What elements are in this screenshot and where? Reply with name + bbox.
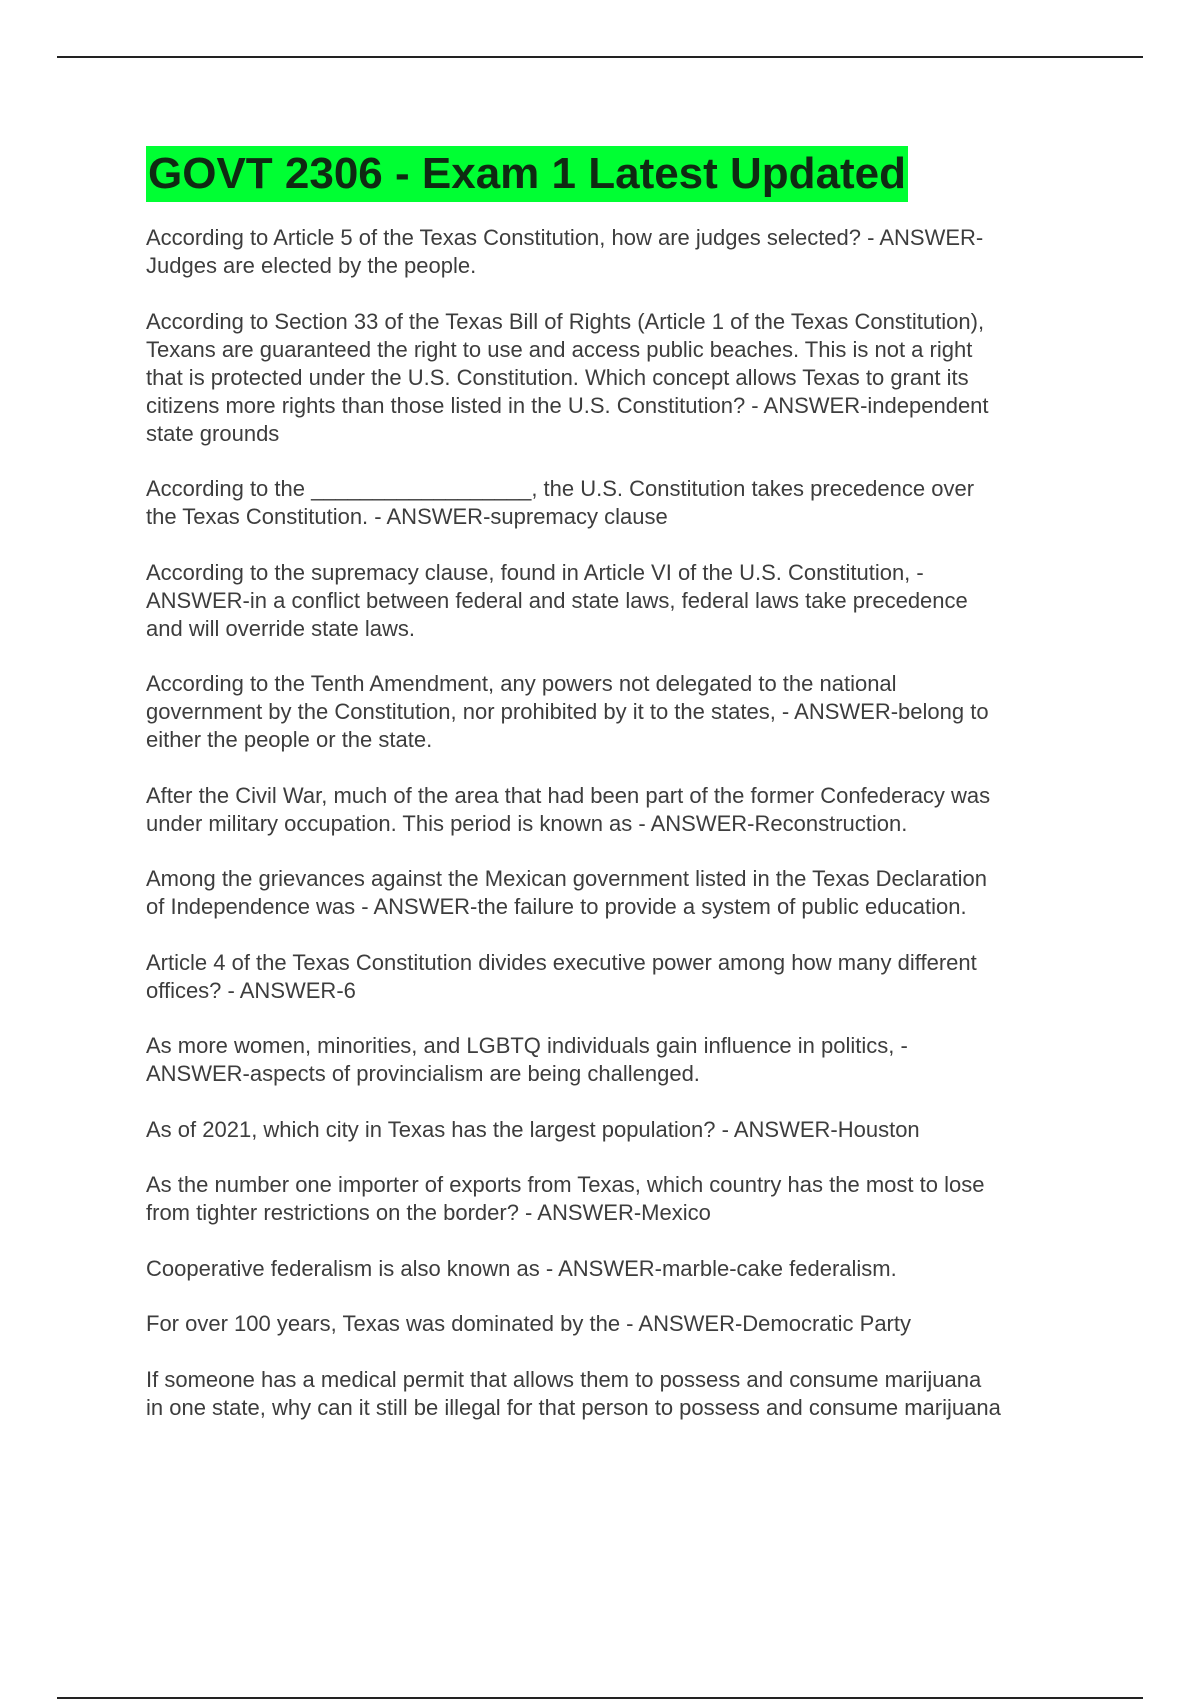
top-rule <box>57 56 1143 58</box>
qa-entry: According to the __________________, the U.S. Constitution takes precedence over the Texas Constitution. - ANSWER-supremacy clause <box>146 476 975 529</box>
qa-entry: For over 100 years, Texas was dominated by the - ANSWER-Democratic Party <box>146 1311 911 1336</box>
qa-entry: Cooperative federalism is also known as - ANSWER-marble-cake federalism. <box>146 1255 897 1281</box>
qa-entry: As the number one importer of exports from Texas, which country has the most to lose from tighter restrictions on the border? - ANSWER-Mexico <box>146 1172 985 1225</box>
qa-entry: Among the grievances against the Mexican government listed in the Texas Declaration of Independence was - ANSWER-the failure to provide a system of public education. <box>146 866 987 919</box>
document-content <box>146 146 1091 1449</box>
document-title: GOVT 2306 - Exam 1 Latest Updated <box>146 146 908 202</box>
qa-entry: Article 4 of the Texas Constitution divides executive power among how many different offices? - ANSWER-6 <box>146 949 977 1003</box>
qa-entry: As more women, minorities, and LGBTQ individuals gain influence in politics, - ANSWER-aspects of provincialism are being challenged. <box>146 1033 908 1086</box>
qa-entry: According to the Tenth Amendment, any powers not delegated to the national government by the Constitution, nor prohibited by it to the states, - ANSWER-belong to either the people or the state. <box>146 671 989 752</box>
qa-entry: According to Article 5 of the Texas Constitution, how are judges selected? - ANSWER- Judges are elected by the people. <box>146 225 984 278</box>
bottom-rule <box>57 1697 1143 1699</box>
qa-entry: After the Civil War, much of the area that had been part of the former Confederacy was under military occupation. This period is known as - ANSWER-Reconstruction. <box>146 782 991 836</box>
qa-entry: As of 2021, which city in Texas has the largest population? - ANSWER-Houston <box>146 1116 920 1142</box>
qa-entry: If someone has a medical permit that allows them to possess and consume marijuana in one state, why can it still be illegal for that person to possess and consume marijuana <box>146 1366 1001 1420</box>
qa-entry: According to Section 33 of the Texas Bill of Rights (Article 1 of the Texas Constitution), Texans are guaranteed the right to use and access public beaches. This is not a right that is protected under the U.S. Constitution. Which concept allows Texas to grant its citizens more rights than those listed in the U.S. Constitution? - ANSWER-independent state grounds <box>146 308 989 446</box>
qa-entry: According to the supremacy clause, found in Article VI of the U.S. Constitution, - ANSWER-in a conflict between federal and state laws, federal laws take precedence and will override state laws. <box>146 559 968 641</box>
